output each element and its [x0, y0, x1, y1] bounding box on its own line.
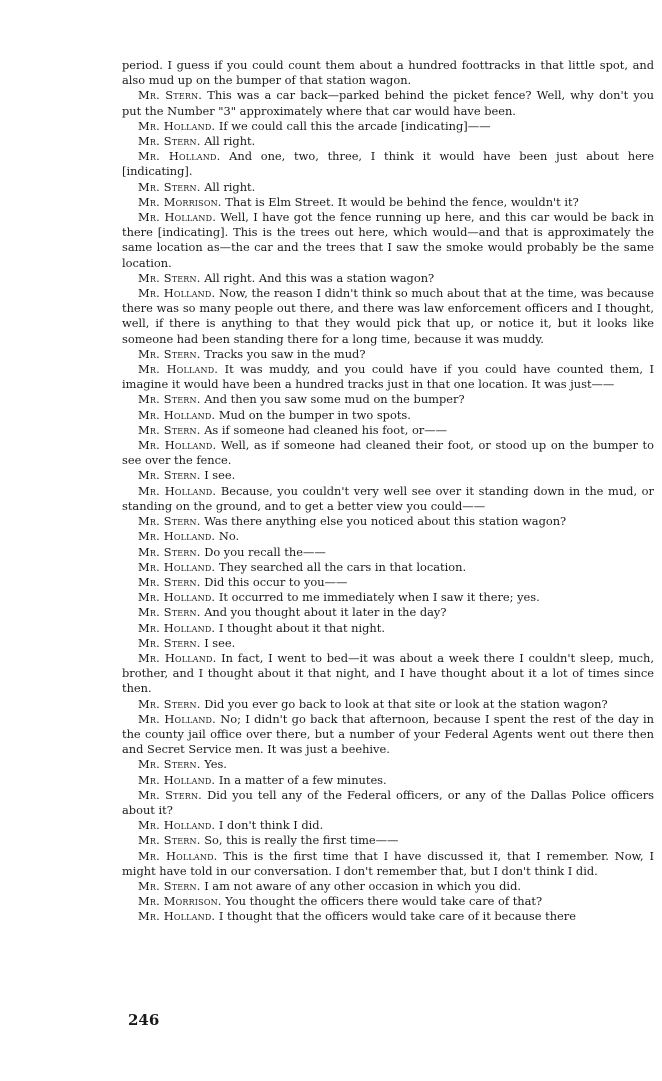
paragraph: Mr. Holland. If we could call this the arcade [indicating]—— [138, 118, 491, 133]
speaker-label: Mr. Stern. [138, 134, 201, 149]
paragraph: Mr. Stern. As if someone had cleaned his foot, or—— [138, 422, 448, 437]
speaker-label: Mr. Holland. [138, 559, 216, 574]
speaker-label: Mr. Stern. [138, 544, 201, 559]
paragraph: Mr. Holland. I don't think I did. [138, 818, 324, 833]
paragraph: Mr. Stern. All right. [138, 179, 256, 194]
speaker-label: Mr. Stern. [138, 392, 201, 407]
speaker-label: Mr. Holland. [138, 210, 217, 225]
speaker-label: Mr. Morrison. [138, 194, 222, 209]
speaker-label: Mr. Stern. [138, 88, 203, 103]
speaker-label: Mr. Stern. [138, 422, 201, 437]
paragraph: Mr. Stern. Tracks you saw in the mud? [138, 346, 366, 361]
paragraph: Mr. Holland. And one, two, three, I think it would have been just about here [indicating]. [122, 149, 654, 179]
speaker-label: Mr. Holland. [138, 529, 216, 544]
paragraph: Mr. Stern. Was there anything else you noticed about this station wagon? [138, 514, 567, 529]
speaker-label: Mr. Holland. [138, 118, 216, 133]
speaker-label: Mr. Holland. [138, 848, 218, 863]
paragraph: Mr. Stern. Did you tell any of the Federal officers, or any of the Dallas Police officers about it? [122, 787, 654, 817]
speaker-label: Mr. Holland. [138, 818, 216, 833]
speaker-label: Mr. Stern. [138, 833, 201, 848]
speaker-label: Mr. Holland. [138, 483, 217, 498]
paragraph: Mr. Holland. It occurred to me immediately when I saw it there; yes. [138, 590, 540, 605]
paragraph: Mr. Holland. No; I didn't go back that afternoon, because I spent the rest of the day in the county jail office over there, but a number of your Federal Agents went out there then and Secret Service men. It was just a beehive. [122, 711, 654, 757]
page-number: 246 [128, 1011, 160, 1029]
speaker-label: Mr. Stern. [138, 635, 201, 650]
speaker-label: Mr. Holland. [138, 711, 216, 726]
speaker-label: Mr. Stern. [138, 757, 201, 772]
paragraph: Mr. Holland. It was muddy, and you could have if you could have counted them, I imagine it would have been a hundred tracks just in that one location. It was just—— [122, 362, 654, 392]
paragraph: Mr. Holland. Well, I have got the fence running up here, and this car would be back in there [indicating]. This is the trees out here, which would—and that is approximately the same location as—the car and the trees that I saw the smoke would probably be the same location. [122, 210, 654, 270]
speaker-label: Mr. Stern. [138, 696, 201, 711]
speaker-label: Mr. Holland. [138, 438, 217, 453]
paragraph: Mr. Stern. All right. [138, 134, 256, 149]
speaker-label: Mr. Holland. [138, 149, 221, 164]
speaker-label: Mr. Holland. [138, 362, 219, 377]
paragraph: Mr. Stern. All right. And this was a station wagon? [138, 270, 435, 285]
paragraph: Mr. Holland. Now, the reason I didn't think so much about that at the time, was because there was so many people out there, and there was law enforcement officers and I thought, well, if there is anything to that they would pick that up, or notice it, but it looks like someone had been standing there for a long time, because it was muddy. [122, 286, 654, 346]
speaker-label: Mr. Holland. [138, 909, 216, 924]
speaker-label: Mr. Stern. [138, 179, 201, 194]
paragraph: Mr. Holland. In fact, I went to bed—it was about a week there I couldn't sleep, much, brother, and I thought about it that night, and I have thought about it a lot of times since then. [122, 650, 654, 696]
paragraph: Mr. Holland. Well, as if someone had cleaned their foot, or stood up on the bumper to see over the fence. [122, 438, 654, 468]
paragraph: Mr. Stern. This was a car back—parked behind the picket fence? Well, why don't you put the Number "3" approximately where that car would have been. [122, 88, 654, 118]
paragraph: Mr. Morrison. That is Elm Street. It would be behind the fence, wouldn't it? [138, 194, 579, 209]
paragraph: Mr. Stern. I see. [138, 635, 236, 650]
paragraph: Mr. Holland. In a matter of a few minutes. [138, 772, 387, 787]
speaker-label: Mr. Holland. [138, 407, 216, 422]
transcript-body [122, 58, 654, 925]
speaker-label: Mr. Holland. [138, 620, 216, 635]
speaker-label: Mr. Holland. [138, 650, 217, 665]
paragraph: Mr. Holland. I thought about it that night. [138, 620, 385, 635]
speaker-label: Mr. Stern. [138, 346, 201, 361]
paragraph: Mr. Stern. Yes. [138, 757, 227, 772]
paragraph: Mr. Holland. This is the first time that I have discussed it, that I remember. Now, I might have told in our conversation. I don't remember that, but I don't think I did. [122, 848, 654, 878]
paragraph: Mr. Holland. I thought that the officers would take care of it because there [138, 909, 576, 924]
paragraph: Mr. Holland. Mud on the bumper in two spots. [138, 407, 411, 422]
paragraph: Mr. Stern. And you thought about it later in the day? [138, 605, 447, 620]
paragraph: Mr. Morrison. You thought the officers there would take care of that? [138, 894, 543, 909]
paragraph: Mr. Holland. No. [138, 529, 240, 544]
paragraph: Mr. Holland. They searched all the cars in that location. [138, 559, 467, 574]
speaker-label: Mr. Holland. [138, 590, 216, 605]
speaker-label: Mr. Holland. [138, 772, 216, 787]
speaker-label: Mr. Morrison. [138, 894, 222, 909]
paragraph: Mr. Holland. Because, you couldn't very well see over it standing down in the mud, or standing on the ground, and to get a better view you could—— [122, 483, 654, 513]
speaker-label: Mr. Stern. [138, 605, 201, 620]
paragraph: Mr. Stern. I see. [138, 468, 236, 483]
paragraph: Mr. Stern. Did this occur to you—— [138, 574, 348, 589]
speaker-label: Mr. Stern. [138, 878, 201, 893]
speaker-label: Mr. Holland. [138, 286, 216, 301]
paragraph: Mr. Stern. I am not aware of any other occasion in which you did. [138, 878, 521, 893]
speaker-label: Mr. Stern. [138, 514, 201, 529]
paragraph: Mr. Stern. So, this is really the first time—— [138, 833, 399, 848]
paragraph: Mr. Stern. And then you saw some mud on the bumper? [138, 392, 465, 407]
paragraph: period. I guess if you could count them about a hundred foottracks in that little spot, and also mud up on the bumper of that station wagon. [122, 58, 654, 88]
speaker-label: Mr. Stern. [138, 270, 201, 285]
speaker-label: Mr. Stern. [138, 787, 202, 802]
paragraph: Mr. Stern. Do you recall the—— [138, 544, 326, 559]
speaker-label: Mr. Stern. [138, 468, 201, 483]
paragraph: Mr. Stern. Did you ever go back to look at that site or look at the station wagon? [138, 696, 608, 711]
speaker-label: Mr. Stern. [138, 574, 201, 589]
